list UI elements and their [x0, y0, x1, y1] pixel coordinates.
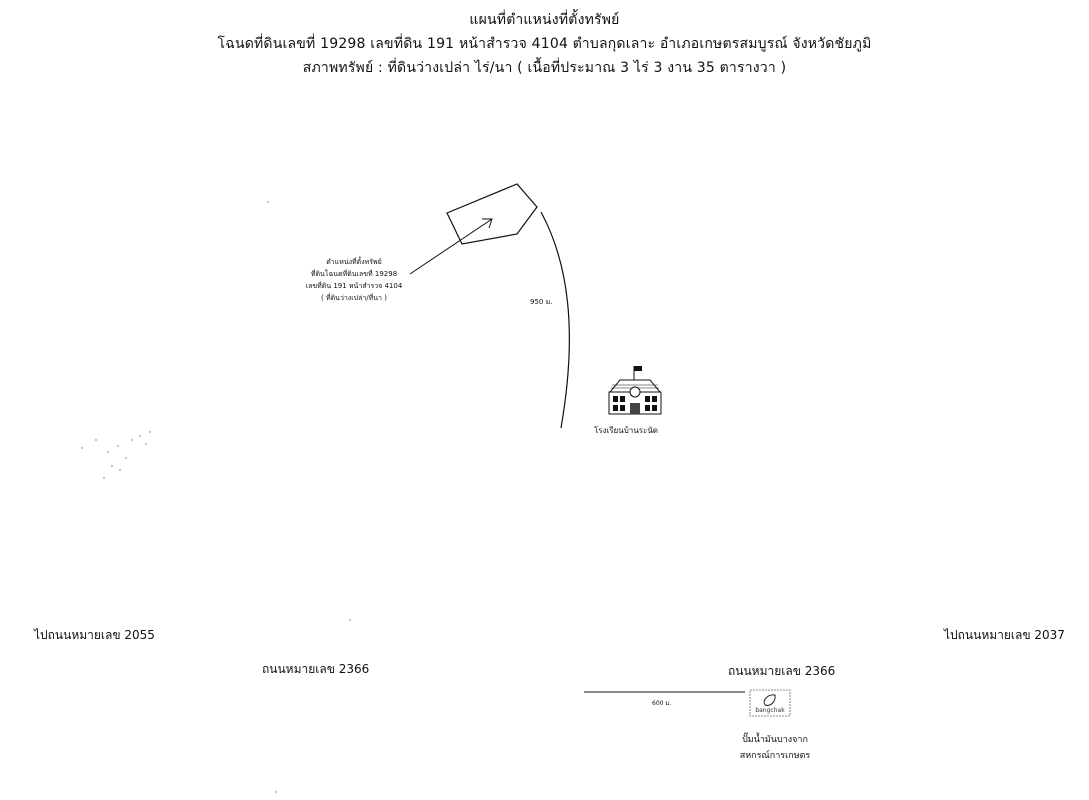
- deed-info: โฉนดที่ดินเลขที่ 19298 เลขที่ดิน 191 หน้าสำรวจ 4104 ตำบลกุดเลาะ อำเภอเกษตรสมบูรณ์ จังหวัดชัยภูมิ: [217, 36, 872, 52]
- callout-line-3: เลขที่ดิน 191 หน้าสำรวจ 4104: [305, 282, 403, 290]
- bangchak-leaf-icon: [764, 695, 775, 706]
- callout-line-1: ตำแหน่งที่ตั้งทรัพย์: [326, 258, 382, 266]
- distance-road-label: 600 ม.: [652, 700, 672, 707]
- property-callout: [284, 256, 424, 304]
- road-left-label: ไปถนนหมายเลข 2055: [34, 628, 155, 642]
- station-label: [730, 732, 820, 764]
- map-title: แผนที่ตำแหน่งที่ตั้งทรัพย์: [469, 12, 620, 28]
- road-label-left: ถนนหมายเลข 2366: [262, 662, 370, 676]
- school-icon: [609, 366, 661, 414]
- distance-curve-label: 950 ม.: [530, 298, 553, 306]
- station-label-line-1: ปั๊มน้ำมันบางจาก: [742, 735, 808, 745]
- road-label-right: ถนนหมายเลข 2366: [728, 664, 836, 678]
- property-parcel: [447, 184, 537, 244]
- property-condition: สภาพทรัพย์ : ที่ดินว่างเปล่า ไร่/นา ( เนื้อที่ประมาณ 3 ไร่ 3 งาน 35 ตารางวา ): [302, 60, 787, 76]
- bangchak-logo-text: bangchak: [755, 707, 785, 714]
- school-label: โรงเรียนบ้านระนัด: [594, 426, 658, 435]
- station-label-line-2: สหกรณ์การเกษตร: [739, 751, 811, 761]
- callout-line-2: ที่ดินโฉนดที่ดินเลขที่ 19298: [310, 270, 398, 278]
- distance-curve: [541, 212, 569, 428]
- road-right-label: ไปถนนหมายเลข 2037: [944, 628, 1065, 642]
- callout-line-4: ( ที่ดินว่างเปล่า/ที่นา ): [321, 294, 387, 302]
